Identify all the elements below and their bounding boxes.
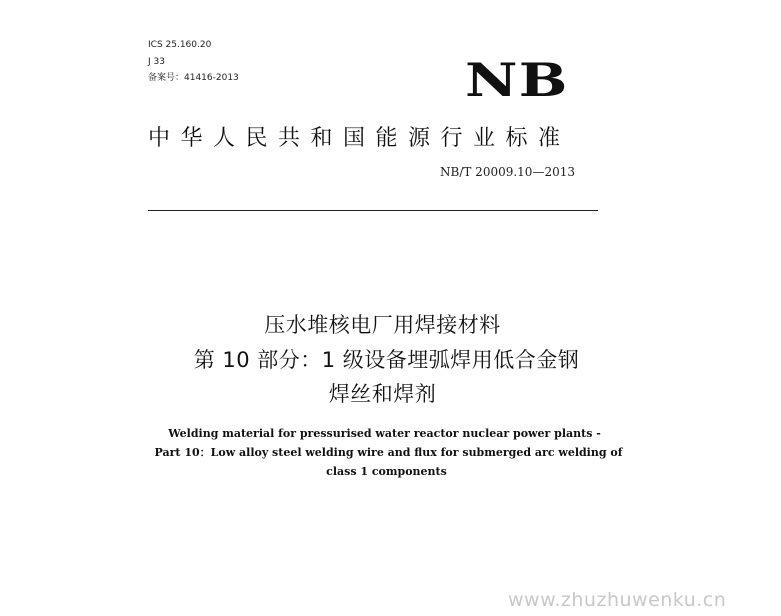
- english-title-line-2: Part 10：Low alloy steel welding wire and flux for submerged arc welding of: [154, 446, 623, 459]
- standard-category: 中华人民共和国能源行业标准: [148, 126, 571, 151]
- standard-number: NB/T 20009.10—2013: [440, 165, 575, 179]
- english-title-line-1: Welding material for pressurised water reactor nuclear power plants -: [168, 427, 601, 440]
- header-divider: [148, 210, 598, 211]
- chinese-title-line-2: 第 10 部分：1 级设备埋弧焊用低合金钢: [193, 348, 580, 372]
- english-title-line-3: class 1 components: [326, 465, 447, 478]
- nb-logo: NB: [465, 53, 569, 107]
- record-number: 备案号：41416-2013: [148, 73, 239, 83]
- ccs-code: J 33: [148, 57, 165, 67]
- watermark-url: www.zhuzhuwenku.cn: [508, 589, 727, 611]
- ics-code: ICS 25.160.20: [148, 40, 212, 50]
- chinese-title-line-3: 焊丝和焊剂: [328, 382, 437, 406]
- chinese-title-line-1: 压水堆核电厂用焊接材料: [264, 313, 501, 337]
